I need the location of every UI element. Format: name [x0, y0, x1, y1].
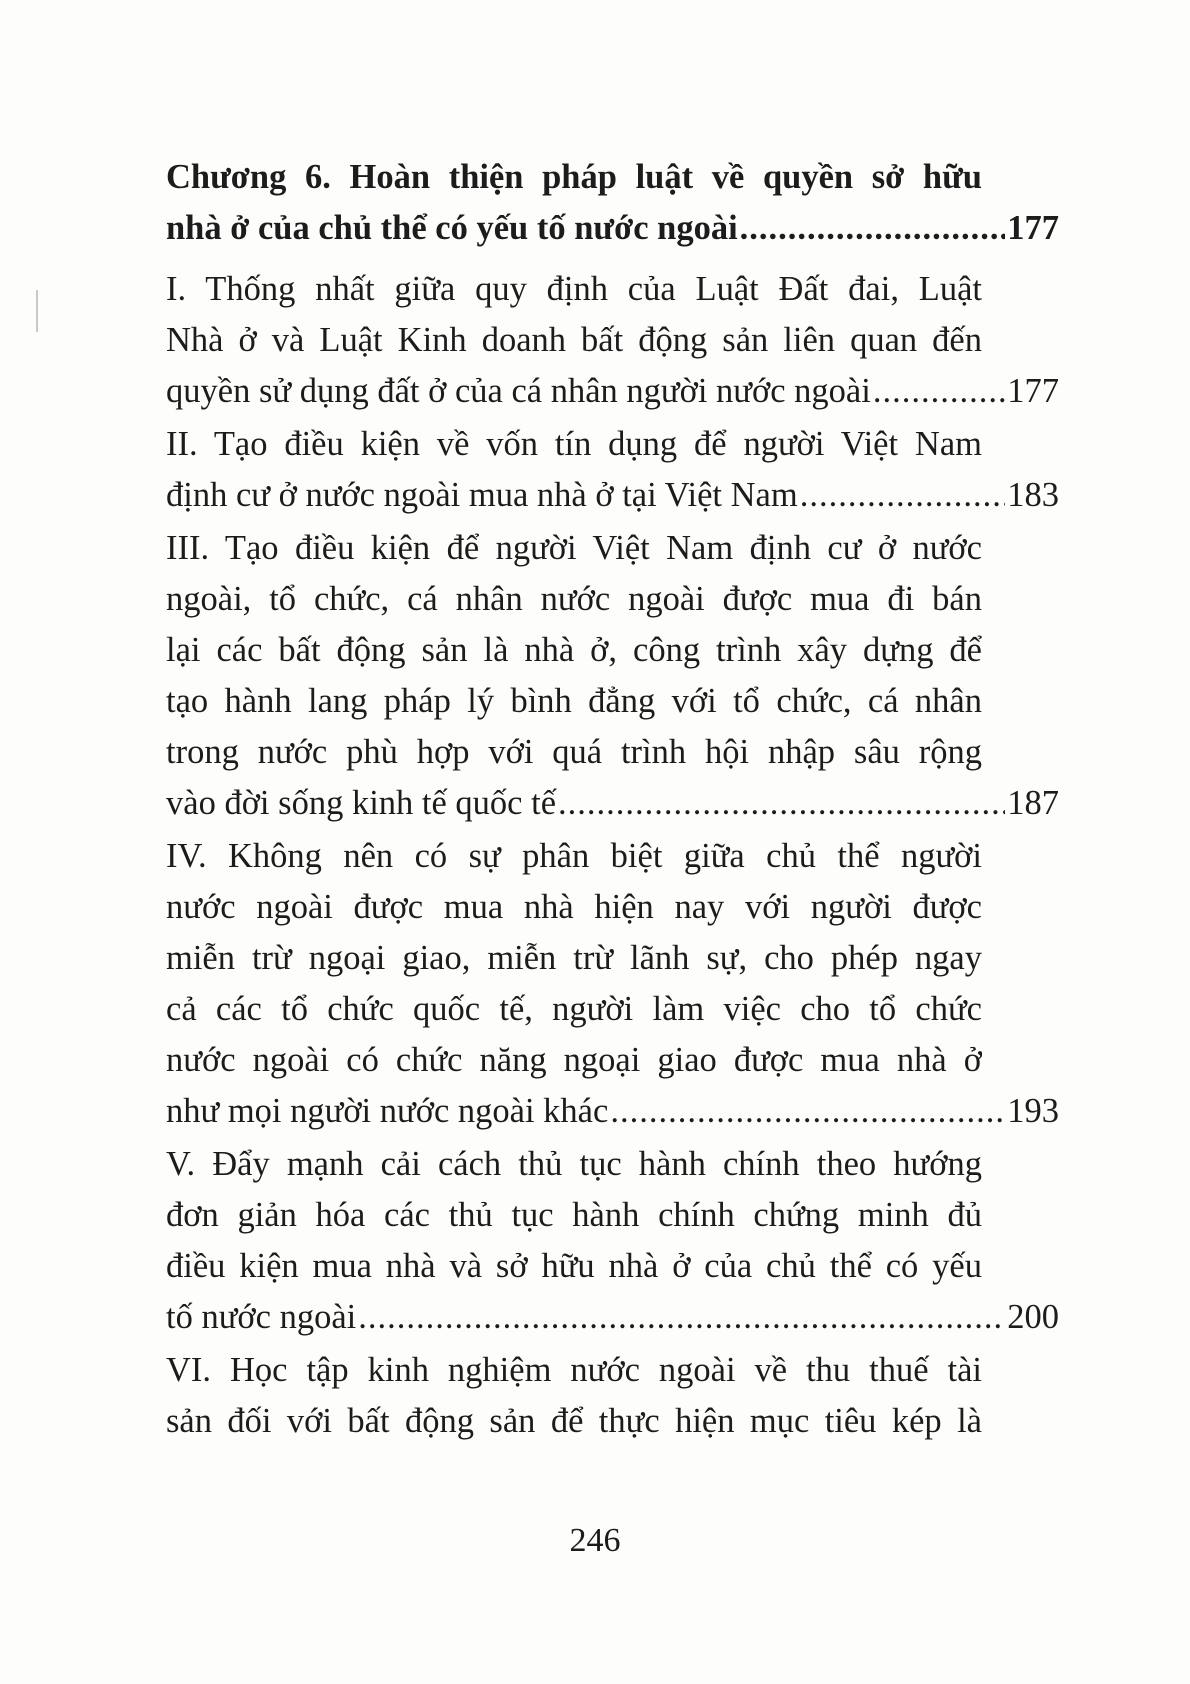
- section-line: trong nước phù hợp với quá trình hội nhập sâu rộng: [166, 733, 982, 771]
- table-of-contents: [166, 152, 1059, 1449]
- section-line: tạo hành lang pháp lý bình đẳng với tổ chức, cá nhân: [166, 682, 982, 720]
- toc-section-entry: [166, 1345, 1059, 1447]
- section-line: nước ngoài có chức năng ngoại giao được mua nhà ở: [166, 1041, 982, 1079]
- section-line: V. Đẩy mạnh cải cách thủ tục hành chính theo hướng: [166, 1145, 982, 1183]
- page-number: 246: [569, 1522, 621, 1559]
- dot-leader: [800, 470, 1006, 521]
- toc-section-entry: [166, 419, 1059, 521]
- section-text: quyền sử dụng đất ở của cá nhân người nước ngoài: [166, 372, 871, 410]
- section-line: ngoài, tổ chức, cá nhân nước ngoài được mua đi bán: [166, 580, 982, 618]
- section-line: điều kiện mua nhà và sở hữu nhà ở của chủ thể có yếu: [166, 1247, 982, 1285]
- dot-leader: [558, 778, 1005, 829]
- section-last-line: [166, 778, 1059, 829]
- section-line: nước ngoài được mua nhà hiện nay với người được: [166, 888, 982, 926]
- section-last-line: [166, 366, 1059, 417]
- section-line: sản đối với bất động sản để thực hiện mục tiêu kép là: [166, 1402, 982, 1440]
- section-text: vào đời sống kinh tế quốc tế: [166, 784, 557, 822]
- chapter-title-text: nhà ở của chủ thể có yếu tố nước ngoài: [166, 209, 738, 247]
- section-text: định cư ở nước ngoài mua nhà ở tại Việt Nam: [166, 476, 798, 514]
- section-line: VI. Học tập kinh nghiệm nước ngoài về thu thuế tài: [166, 1351, 982, 1389]
- dot-leader: [358, 1292, 1005, 1343]
- section-line: III. Tạo điều kiện để người Việt Nam định cư ở nước: [166, 529, 982, 567]
- section-page-number: 187: [1007, 784, 1059, 822]
- toc-chapter-entry: [166, 152, 1059, 254]
- section-last-line: [166, 470, 1059, 521]
- chapter-title-last-line: [166, 203, 1059, 254]
- section-page-number: 177: [1007, 372, 1059, 410]
- toc-section-entry: [166, 831, 1059, 1137]
- section-page-number: 183: [1007, 476, 1059, 514]
- toc-section-entry: [166, 1139, 1059, 1343]
- dot-leader: [873, 366, 1005, 417]
- section-text: như mọi người nước ngoài khác: [166, 1092, 609, 1130]
- section-page-number: 193: [1007, 1092, 1059, 1130]
- toc-section-entry: [166, 264, 1059, 417]
- chapter-page-number: 177: [1007, 209, 1059, 247]
- dot-leader: [740, 203, 1006, 254]
- chapter-title-line: Chương 6. Hoàn thiện pháp luật về quyền sở hữu: [166, 158, 982, 196]
- section-last-line: [166, 1292, 1059, 1343]
- section-line: IV. Không nên có sự phân biệt giữa chủ thể người: [166, 837, 982, 875]
- dot-leader: [610, 1086, 1005, 1137]
- section-page-number: 200: [1007, 1298, 1059, 1336]
- section-line: I. Thống nhất giữa quy định của Luật Đất đai, Luật: [166, 270, 982, 308]
- section-text: tố nước ngoài: [166, 1298, 357, 1336]
- section-last-line: [166, 1086, 1059, 1137]
- section-line: Nhà ở và Luật Kinh doanh bất động sản liên quan đến: [166, 321, 982, 359]
- toc-section-entry: [166, 523, 1059, 829]
- section-line: lại các bất động sản là nhà ở, công trình xây dựng để: [166, 631, 982, 669]
- scan-edge-mark: [36, 290, 38, 332]
- section-line: II. Tạo điều kiện về vốn tín dụng để người Việt Nam: [166, 425, 982, 463]
- section-line: cả các tổ chức quốc tế, người làm việc cho tổ chức: [166, 990, 982, 1028]
- section-line: đơn giản hóa các thủ tục hành chính chứng minh đủ: [166, 1196, 982, 1234]
- section-line: miễn trừ ngoại giao, miễn trừ lãnh sự, cho phép ngay: [166, 939, 982, 977]
